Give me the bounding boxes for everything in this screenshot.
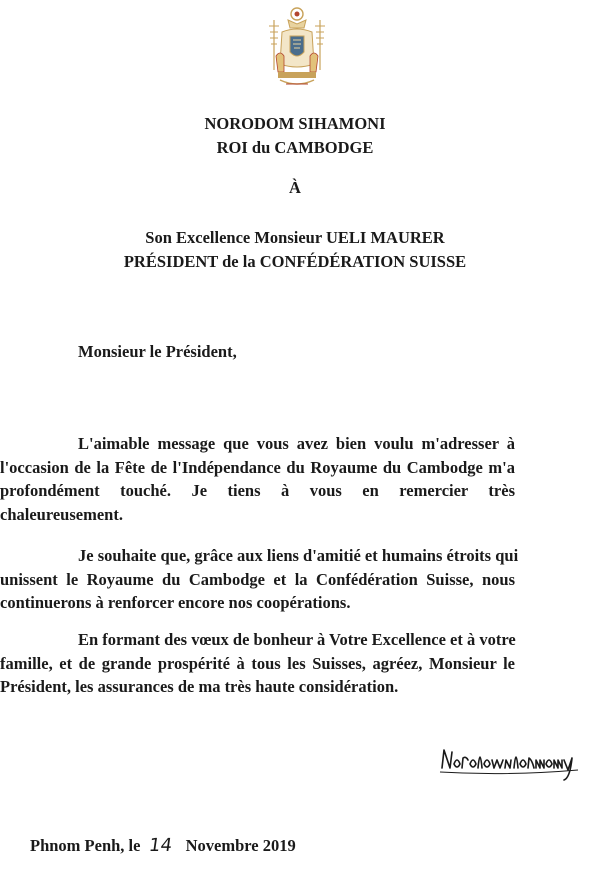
royal-crest-icon: [266, 6, 328, 94]
paragraph-line: famille, et de grande prospérité à tous les Suisses, agréez, Monsieur le: [0, 653, 515, 673]
paragraph-line: unissent le Royaume du Cambodge et la Confédération Suisse, nous: [0, 569, 515, 589]
paragraph-line: Président, les assurances de ma très haute considération.: [0, 677, 399, 696]
body-paragraph-2: [0, 544, 519, 615]
recipient-title: PRÉSIDENT de la CONFÉDÉRATION SUISSE: [123, 252, 467, 271]
paragraph-line: l'occasion de la Fête de l'Indépendance du Royaume du Cambodge m'a: [0, 457, 515, 477]
body-paragraph-3: [0, 628, 516, 699]
paragraph-line: profondément touché. Je tiens à vous en remercier très: [0, 481, 515, 500]
paragraph-line: Je souhaite que, grâce aux liens d'amitié et humains étroits qui: [78, 546, 519, 565]
place-date-line: [30, 834, 296, 858]
salutation: Monsieur le Président,: [78, 342, 237, 361]
sender-title: ROI du CAMBODGE: [216, 138, 374, 157]
paragraph-line: En formant des vœux de bonheur à Votre Excellence et à votre: [78, 630, 516, 649]
paragraph-line: continuerons à renforcer encore nos coopérations.: [0, 593, 351, 612]
handwritten-signature-icon: [438, 738, 584, 782]
place-text: Phnom Penh, le: [30, 836, 141, 855]
sender-name: NORODOM SIHAMONI: [204, 114, 386, 133]
recipient-name: Son Excellence Monsieur UELI MAURER: [145, 228, 445, 247]
handwritten-day: 14: [147, 835, 174, 856]
paragraph-line: L'aimable message que vous avez bien voulu m'adresser à: [78, 434, 515, 453]
month-year-text: Novembre 2019: [185, 836, 296, 855]
body-paragraph-1: [0, 432, 515, 526]
to-marker: À: [289, 178, 301, 197]
recipient-block: [0, 226, 590, 274]
paragraph-line: chaleureusement.: [0, 504, 123, 524]
sender-block: [0, 112, 590, 160]
